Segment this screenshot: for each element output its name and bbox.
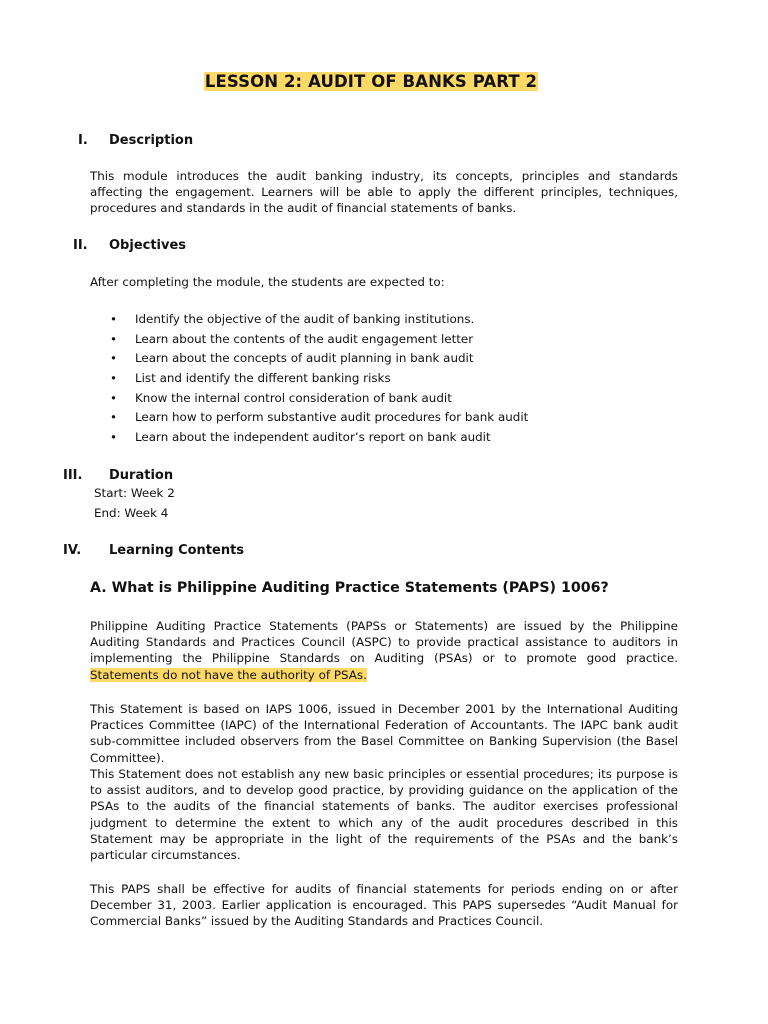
section-label: Objectives	[109, 238, 187, 253]
duration-start: Start: Week 2	[94, 486, 175, 500]
list-item: • Learn about the concepts of audit planning in bank audit	[110, 349, 528, 369]
duration-end: End: Week 4	[94, 506, 169, 520]
section-label: Duration	[109, 468, 174, 483]
section-number: II.	[73, 238, 88, 253]
list-item: • Learn about the independent auditor’s report on bank audit	[110, 428, 528, 448]
bullet-icon: •	[110, 351, 118, 366]
lesson-title-text: LESSON 2: AUDIT OF BANKS PART 2	[204, 72, 538, 91]
list-item: • Know the internal control consideration of bank audit	[110, 389, 528, 409]
paps-paragraph-1	[90, 618, 678, 683]
paps-paragraph-1-text: Philippine Auditing Practice Statements (PAPSs or Statements) are issued by the Philippine Auditing Standards and Practices Council (ASPC) to provide practical assistance to auditors in implementing the Philippine Standards on Auditing (PSAs) or to promote good practice.	[90, 619, 678, 666]
list-item: • Identify the objective of the audit of banking institutions.	[110, 310, 528, 330]
paps-paragraph-2: This Statement is based on IAPS 1006, issued in December 2001 by the International Auditing Practices Committee (IAPC) of the International Federation of Accountants. The IAPC bank audit sub-committee included observers from the Basel Committee on Banking Supervision (the Basel Committee).	[90, 702, 678, 765]
bullet-icon: •	[110, 390, 118, 405]
highlighted-statement: Statements do not have the authority of PSAs.	[90, 667, 367, 682]
objectives-intro: After completing the module, the students are expected to:	[90, 275, 445, 289]
section-number: IV.	[63, 543, 82, 558]
list-item: • List and identify the different banking risks	[110, 369, 528, 389]
lesson-title	[0, 72, 742, 91]
paps-paragraph-4: This PAPS shall be effective for audits of financial statements for periods ending on or after December 31, 2003. Earlier application is encouraged. This PAPS supersedes “Audit Manual for Commercial Banks” issued by the Auditing Standards and Practices Council.	[90, 882, 678, 929]
bullet-icon: •	[110, 312, 118, 326]
description-paragraph: This module introduces the audit banking industry, its concepts, principles and standards affecting the engagement. Learners will be able to apply the different principles, techniques, procedures and standards in the audit of financial statements of banks.	[90, 169, 678, 216]
objectives-list	[110, 310, 528, 448]
list-item: • Learn about the contents of the audit engagement letter	[110, 330, 528, 350]
bullet-icon: •	[110, 371, 118, 386]
bullet-icon: •	[110, 331, 118, 346]
section-number: III.	[63, 468, 83, 483]
bullet-icon: •	[110, 410, 118, 425]
bullet-icon: •	[110, 430, 118, 445]
section-label: Description	[109, 133, 194, 148]
list-item: • Learn how to perform substantive audit procedures for bank audit	[110, 408, 528, 428]
subsection-heading-paps: A. What is Philippine Auditing Practice Statements (PAPS) 1006?	[90, 580, 609, 596]
section-label: Learning Contents	[109, 543, 245, 558]
paps-paragraph-3: This Statement does not establish any new basic principles or essential procedures; its purpose is to assist auditors, and to develop good practice, by providing guidance on the application of the PSAs to the audits of the financial statements of banks. The auditor exercises professional judgment to determine the extent to which any of the audit procedures described in this Statement may be appropriate in the light of the requirements of the PSAs and the bank’s particular circumstances.	[90, 767, 678, 863]
section-number: I.	[78, 133, 88, 148]
